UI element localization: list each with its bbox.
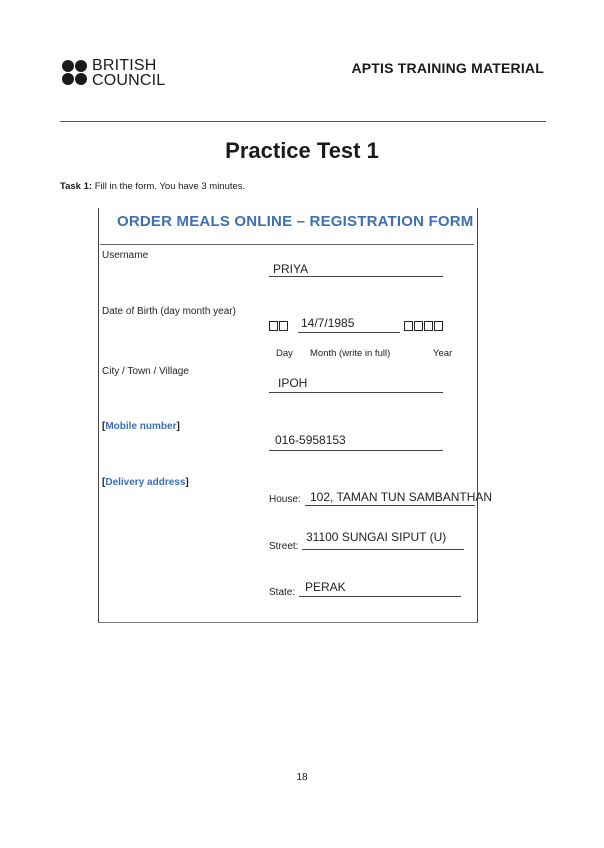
task-label: Task 1:: [60, 181, 93, 192]
header-divider: [60, 121, 546, 122]
form-title: ORDER MEALS ONLINE – REGISTRATION FORM: [117, 213, 474, 230]
task-instruction: [60, 181, 245, 192]
mobile-label: [Mobile number]: [102, 421, 180, 432]
house-line: [305, 505, 475, 506]
mobile-line: [269, 450, 443, 451]
header-right-title: APTIS TRAINING MATERIAL: [351, 60, 544, 76]
state-line: [299, 596, 461, 597]
logo-line2: COUNCIL: [92, 72, 166, 89]
dob-year-caption: Year: [433, 348, 453, 359]
mobile-label-text: Mobile number: [105, 421, 177, 432]
house-label: House:: [269, 494, 301, 505]
dob-day-caption: Day: [276, 348, 293, 359]
dob-day-boxes: [269, 320, 289, 332]
city-label: City / Town / Village: [102, 366, 189, 377]
street-label: Street:: [269, 541, 299, 552]
username-value[interactable]: PRIYA: [273, 262, 309, 276]
dob-month-caption: Month (write in full): [310, 348, 391, 359]
city-value[interactable]: IPOH: [278, 376, 308, 390]
logo-line1: BRITISH: [92, 57, 157, 74]
username-label: Username: [102, 250, 149, 261]
page-number: 18: [296, 772, 308, 783]
delivery-address-label-text: Delivery address: [105, 477, 186, 488]
form-title-divider: [100, 244, 474, 245]
mobile-value[interactable]: 016-5958153: [275, 433, 346, 447]
british-council-logo: [62, 58, 192, 90]
logo-text: [92, 58, 165, 88]
street-value[interactable]: 31100 SUNGAI SIPUT (U): [306, 530, 447, 544]
delivery-address-label: [Delivery address]: [102, 477, 189, 488]
logo-dots-icon: [62, 60, 88, 86]
username-line: [269, 276, 443, 277]
house-value[interactable]: 102, TAMAN TUN SAMBANTHAN: [310, 490, 493, 504]
state-label: State:: [269, 587, 296, 598]
city-line: [269, 392, 443, 393]
dob-line: [298, 332, 400, 333]
page-title: Practice Test 1: [225, 138, 379, 163]
dob-label: Date of Birth (day month year): [102, 306, 236, 317]
state-value[interactable]: PERAK: [305, 580, 346, 594]
street-line: [302, 549, 464, 550]
dob-value[interactable]: 14/7/1985: [301, 316, 355, 330]
dob-year-boxes: [404, 320, 444, 332]
task-text: Fill in the form. You have 3 minutes.: [94, 181, 246, 192]
